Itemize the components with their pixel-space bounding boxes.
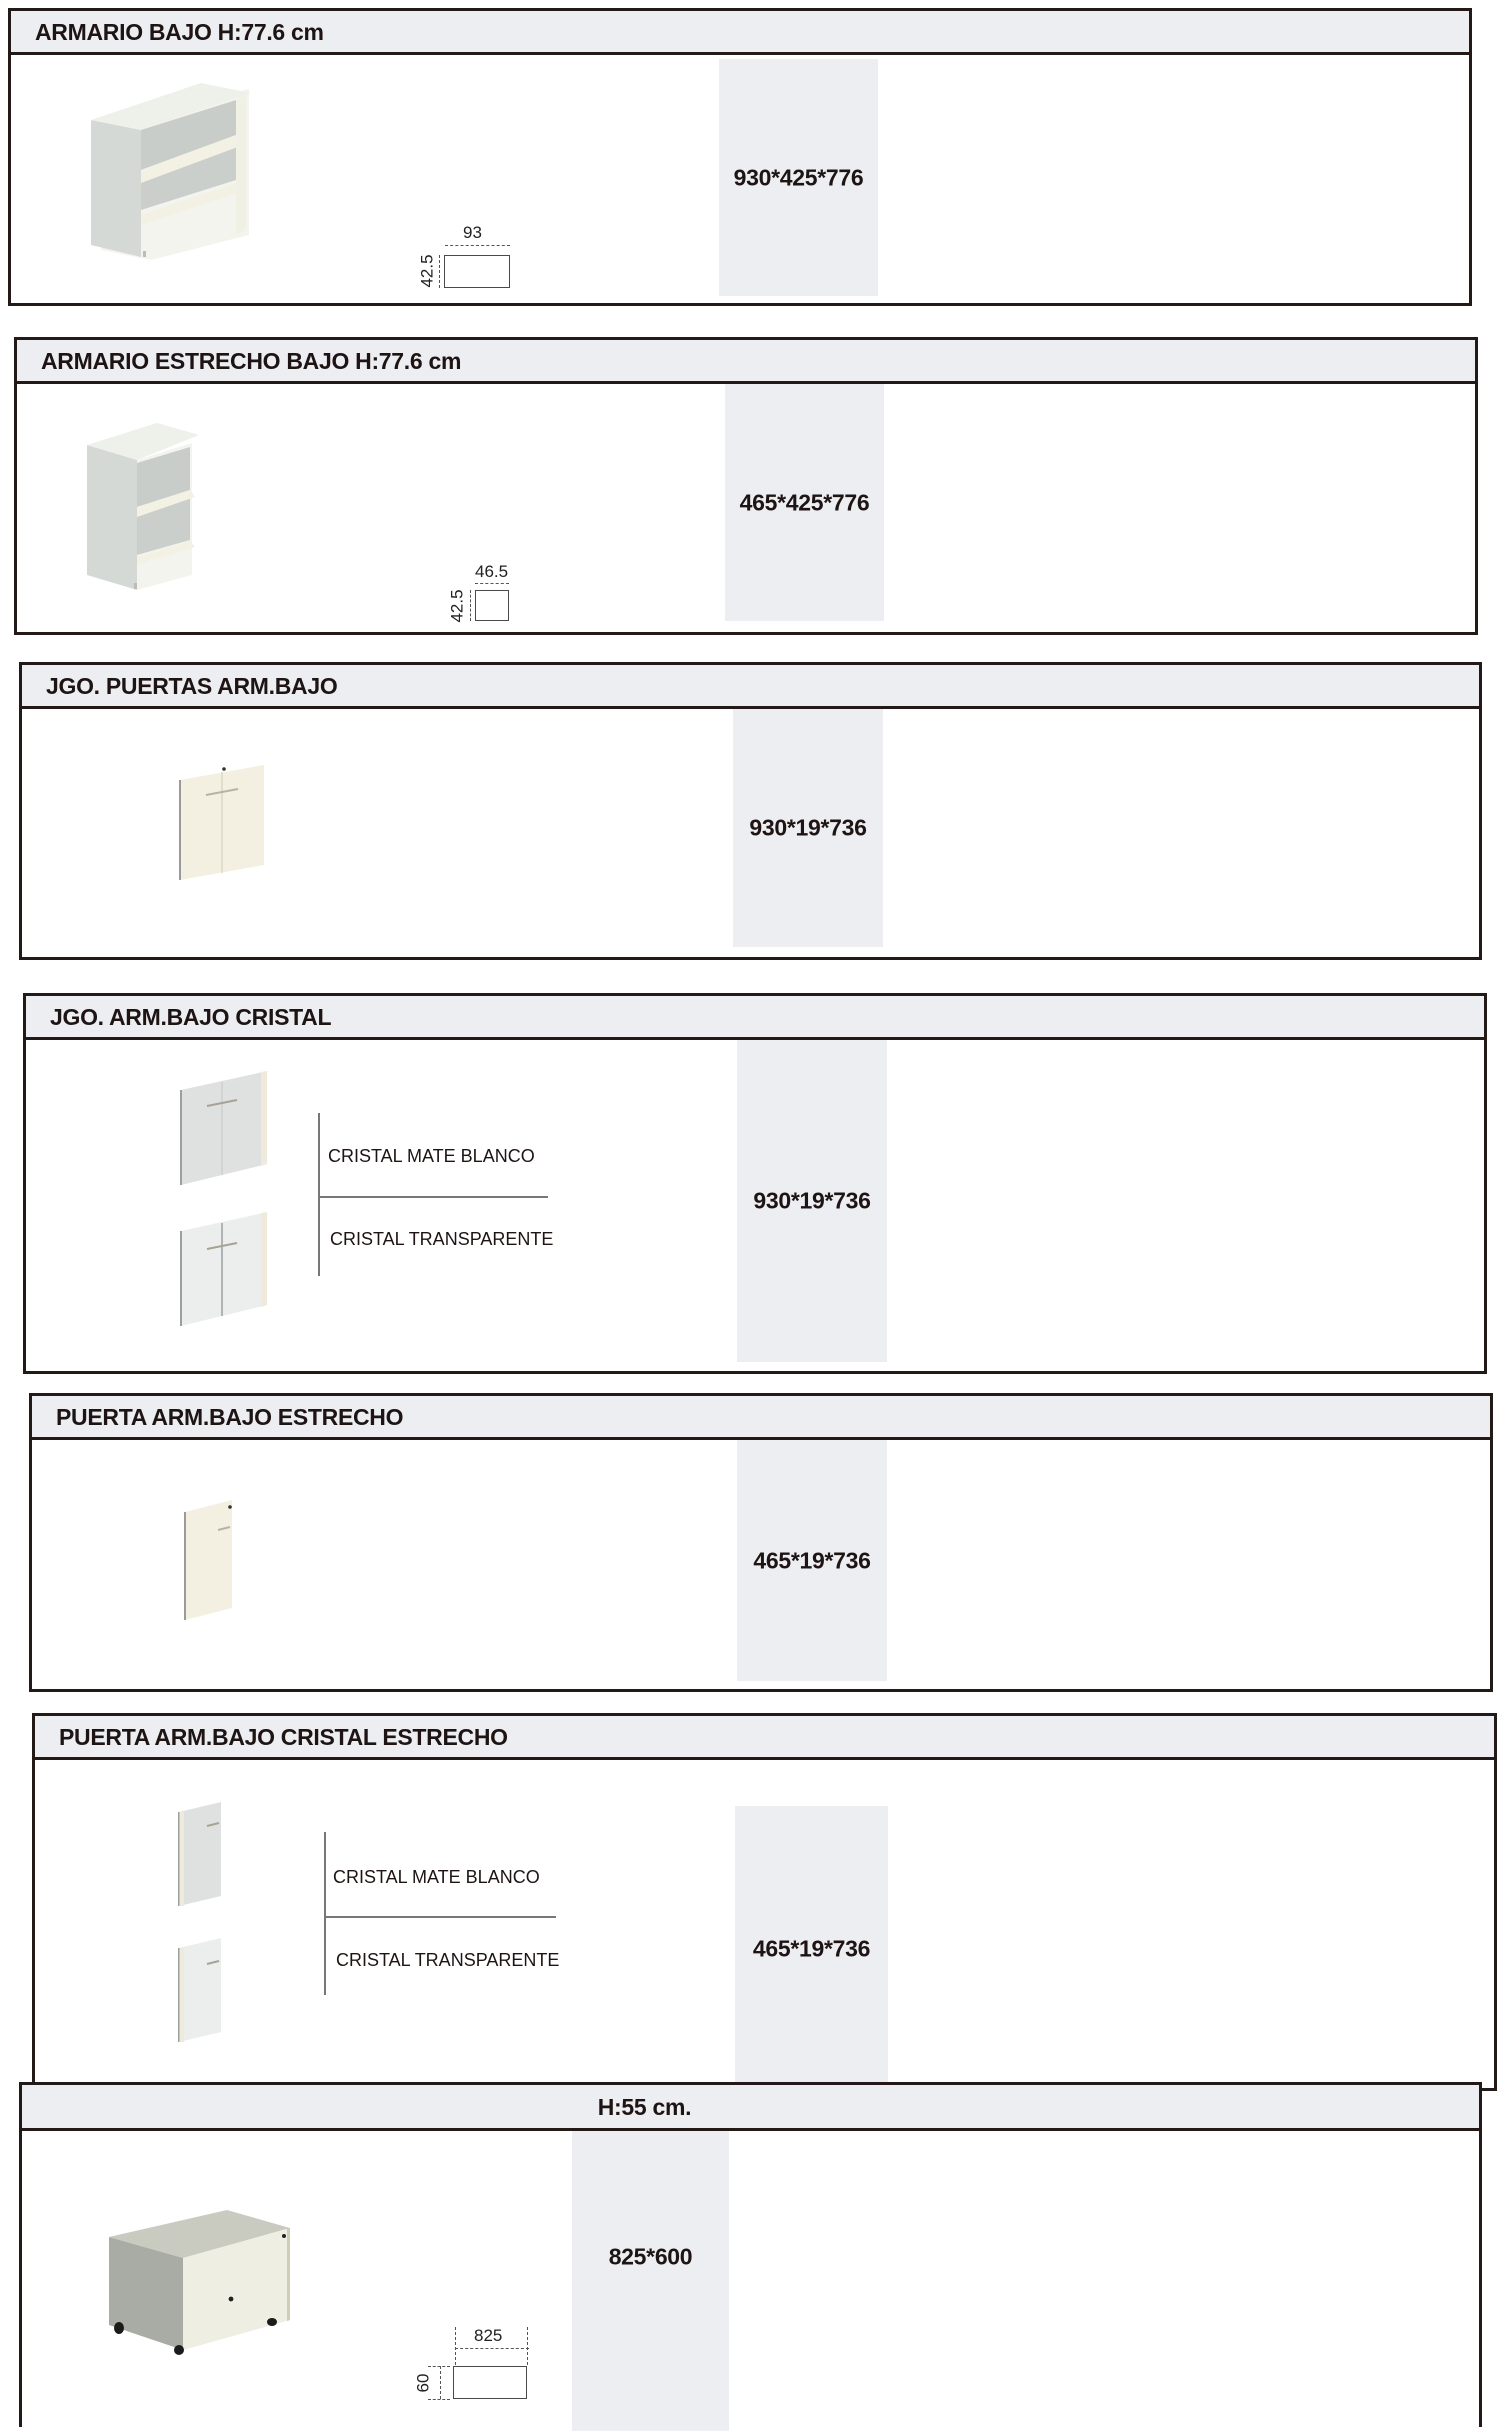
option-cristal-mate-blanco: CRISTAL MATE BLANCO (333, 1867, 540, 1887)
section-title: JGO. ARM.BAJO CRISTAL (50, 1004, 332, 1030)
footprint-rect (444, 255, 510, 288)
dimensions-cell (725, 384, 884, 621)
double-door-set-icon (176, 765, 268, 885)
option-divider-horizontal (324, 1916, 556, 1918)
dimensions-value: 465*19*736 (753, 1547, 871, 1573)
dimensions-value: 930*19*736 (753, 1187, 871, 1214)
dimensions-value: 930*19*736 (749, 814, 867, 841)
product-section-armario-bajo (8, 8, 1472, 306)
footprint-width-label: 46.5 (475, 562, 509, 581)
product-section-jgo-puertas-arm-bajo (19, 662, 1482, 960)
dimension-line (440, 2366, 441, 2399)
section-header (11, 11, 1469, 55)
footprint-depth-label: 42.5 (447, 589, 467, 623)
dimensions-value: 930*425*776 (733, 164, 864, 190)
section-header (32, 1396, 1490, 1440)
option-cristal-transparente: CRISTAL TRANSPARENTE (330, 1229, 554, 1249)
footprint-rect (475, 590, 509, 621)
single-door-icon (182, 1500, 237, 1625)
glass-double-door-matte-icon (179, 1070, 269, 1190)
glass-single-door-matte-icon (177, 1802, 225, 1910)
section-header (22, 665, 1479, 709)
footprint-rect (453, 2366, 527, 2399)
section-title: PUERTA ARM.BAJO ESTRECHO (56, 1404, 404, 1430)
section-header (26, 996, 1484, 1040)
dimension-line (445, 245, 510, 246)
dimension-line (475, 583, 509, 584)
footprint-width-label: 93 (463, 223, 482, 242)
product-section-pedestal-h55 (19, 2082, 1482, 2427)
option-cristal-transparente: CRISTAL TRANSPARENTE (336, 1950, 560, 1970)
glass-double-door-transparent-icon (179, 1211, 269, 1331)
footprint-depth-label: 42.5 (417, 254, 437, 288)
option-divider-horizontal (318, 1196, 548, 1198)
dimensions-value: 825*600 (608, 2243, 693, 2270)
section-title: JGO. PUERTAS ARM.BAJO (46, 673, 338, 699)
section-header (35, 1716, 1494, 1760)
product-section-jgo-arm-bajo-cristal (23, 993, 1487, 1374)
section-title: H:55 cm. (597, 2094, 692, 2120)
glass-single-door-transparent-icon (177, 1938, 225, 2046)
product-section-armario-estrecho-bajo (14, 337, 1478, 635)
footprint-depth-label: 60 (413, 2373, 433, 2393)
dimensions-cell (737, 1440, 887, 1681)
option-divider-vertical (318, 1113, 320, 1276)
dimension-line (428, 2399, 450, 2400)
dimensions-value: 465*19*736 (752, 1935, 871, 1961)
dimensions-cell (733, 709, 883, 947)
section-header (17, 340, 1475, 384)
option-cristal-mate-blanco: CRISTAL MATE BLANCO (328, 1146, 535, 1166)
dimension-line (527, 2327, 528, 2365)
mobile-pedestal-icon (107, 2210, 297, 2355)
option-divider-vertical (324, 1832, 326, 1995)
dimension-line (455, 2327, 456, 2365)
product-section-puerta-arm-bajo-estrecho (29, 1393, 1493, 1692)
dimensions-cell (719, 59, 878, 296)
section-title: PUERTA ARM.BAJO CRISTAL ESTRECHO (59, 1724, 508, 1750)
section-title: ARMARIO BAJO H:77.6 cm (35, 19, 324, 45)
dimensions-cell (737, 1040, 887, 1362)
dimensions-cell (735, 1806, 888, 2091)
dimensions-value: 465*425*776 (739, 489, 870, 515)
section-header (22, 2085, 1479, 2131)
dimension-line (455, 2348, 529, 2349)
dimension-line (428, 2366, 450, 2367)
low-bookcase-icon (91, 75, 261, 260)
narrow-low-bookcase-icon (87, 415, 202, 590)
section-title: ARMARIO ESTRECHO BAJO H:77.6 cm (41, 348, 462, 374)
footprint-width-label: 825 (474, 2326, 503, 2345)
dimension-line (439, 255, 440, 288)
product-section-puerta-arm-bajo-cristal-estrecho (32, 1713, 1497, 2091)
dimensions-cell (572, 2131, 729, 2431)
dimension-line (470, 590, 471, 621)
